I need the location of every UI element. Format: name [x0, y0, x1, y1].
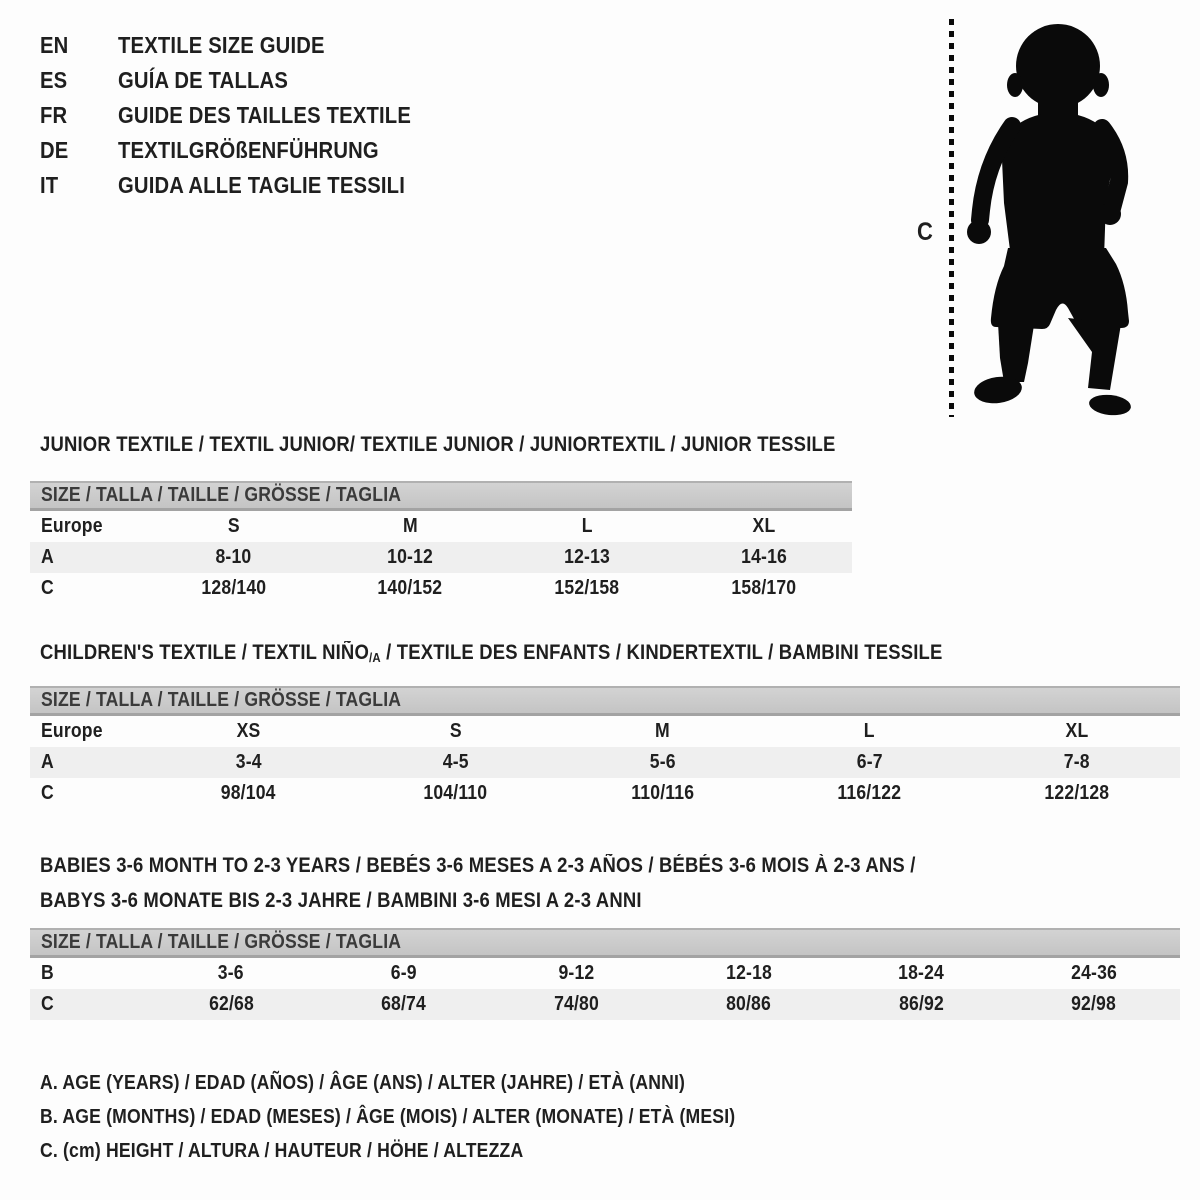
row-label-cell: [30, 993, 145, 1016]
size-cell: [973, 720, 1180, 743]
size-header-bar: [30, 686, 1180, 716]
children-section-title: [40, 641, 1066, 666]
size-cell: [1008, 993, 1181, 1016]
children-title-suffix: /A: [368, 650, 381, 665]
legend-text: C. (cm) HEIGHT / ALTURA / HAUTEUR / HÖHE / ALTEZZA: [40, 1139, 524, 1162]
size-cell: [499, 546, 676, 569]
size-header-bar: [30, 928, 1180, 958]
language-guide-title: GUIDE DES TAILLES TEXTILE: [118, 102, 412, 128]
size-cell-value: 104/110: [423, 782, 488, 804]
size-header-label: SIZE / TALLA / TAILLE / GRÖSSE / TAGLIA: [41, 689, 402, 711]
size-table-row: [30, 989, 1180, 1020]
size-cell: [766, 720, 973, 743]
language-row: [40, 28, 451, 63]
size-cell: [352, 720, 559, 743]
legend-text: A. AGE (YEARS) / EDAD (AÑOS) / ÂGE (ANS) / ALTER (JAHRE) / ETÀ (ANNI): [40, 1071, 686, 1094]
language-guide-title: TEXTILGRÖßENFÜHRUNG: [118, 137, 379, 163]
size-cell-value: 10-12: [387, 546, 434, 568]
size-cell: [499, 515, 676, 538]
size-cell: [145, 546, 322, 569]
height-measure-label: C: [917, 218, 934, 246]
language-code: IT: [40, 172, 59, 198]
children-title-main: CHILDREN'S TEXTILE / TEXTIL NIÑO: [40, 641, 369, 664]
size-cell-value: 80/86: [726, 993, 772, 1015]
legend-row: [40, 1100, 830, 1134]
language-row: [40, 168, 451, 203]
size-cell-value: XL: [1065, 720, 1088, 742]
size-cell-value: 6-7: [856, 751, 883, 773]
row-label: A: [41, 546, 54, 568]
babies-title-line2-wrap: [40, 883, 1035, 918]
size-cell-value: XS: [236, 720, 261, 742]
size-cell: [973, 751, 1180, 774]
size-cell: [318, 993, 491, 1016]
size-cell: [675, 515, 852, 538]
size-cell-value: 116/122: [837, 782, 902, 804]
size-cell: [145, 962, 318, 985]
size-cell: [675, 546, 852, 569]
size-table-row: [30, 958, 1180, 989]
toddler-silhouette-image: [958, 18, 1143, 418]
size-header-label: SIZE / TALLA / TAILLE / GRÖSSE / TAGLIA: [41, 484, 402, 506]
language-guide-title: GUIDA ALLE TAGLIE TESSILI: [118, 172, 406, 198]
size-cell-value: M: [402, 515, 418, 537]
row-label-cell: [30, 720, 145, 743]
size-cell-value: M: [655, 720, 670, 742]
size-cell-value: 152/158: [554, 577, 620, 599]
row-label: C: [41, 993, 54, 1015]
language-code: DE: [40, 137, 69, 163]
size-cell: [322, 546, 499, 569]
babies-section-title: [40, 848, 1035, 918]
junior-section-title: [40, 433, 944, 456]
size-cell-value: S: [227, 515, 240, 537]
size-cell: [766, 751, 973, 774]
size-cell: [835, 993, 1008, 1016]
language-title-list: [40, 28, 451, 203]
size-cell-value: 158/170: [731, 577, 797, 599]
size-cell-value: 24-36: [1070, 962, 1117, 984]
size-cell-value: 4-5: [442, 751, 469, 773]
size-table-row: [30, 778, 1180, 809]
size-cell-value: 68/74: [381, 993, 427, 1015]
size-cell-value: 12-18: [725, 962, 772, 984]
size-table-row: [30, 573, 852, 604]
legend-row: [40, 1134, 830, 1168]
row-label-cell: [30, 782, 145, 805]
language-code: ES: [40, 67, 68, 93]
size-cell: [973, 782, 1180, 805]
size-cell-value: 128/140: [200, 577, 266, 599]
size-cell: [490, 993, 663, 1016]
language-guide-title: TEXTILE SIZE GUIDE: [118, 32, 325, 58]
size-cell: [559, 720, 766, 743]
size-cell: [835, 962, 1008, 985]
size-cell-value: 8-10: [215, 546, 252, 568]
legend-text: B. AGE (MONTHS) / EDAD (MESES) / ÂGE (MOIS) / ALTER (MONATE) / ETÀ (MESI): [40, 1105, 736, 1128]
size-cell-value: 62/68: [208, 993, 254, 1015]
size-cell-value: S: [449, 720, 462, 742]
row-label: C: [41, 782, 54, 804]
row-label-cell: [30, 577, 145, 600]
size-cell: [352, 782, 559, 805]
size-cell-value: 9-12: [558, 962, 595, 984]
size-header-bar: [30, 481, 852, 511]
language-row: [40, 98, 451, 133]
size-cell-value: 14-16: [740, 546, 787, 568]
junior-section-title-text: JUNIOR TEXTILE / TEXTIL JUNIOR/ TEXTILE JUNIOR / JUNIORTEXTIL / JUNIOR TESSILE: [40, 433, 836, 456]
size-cell-value: 86/92: [898, 993, 944, 1015]
size-cell: [145, 577, 322, 600]
row-label-cell: [30, 515, 145, 538]
size-cell-value: L: [581, 515, 593, 537]
size-cell: [559, 751, 766, 774]
measurement-figure: [905, 15, 1185, 425]
size-table-row: [30, 716, 1180, 747]
size-cell-value: 5-6: [649, 751, 676, 773]
size-cell: [675, 577, 852, 600]
size-cell-value: 110/116: [631, 782, 694, 804]
size-cell-value: 18-24: [898, 962, 945, 984]
size-cell-value: 92/98: [1071, 993, 1117, 1015]
size-cell-value: 98/104: [221, 782, 276, 804]
size-table-row: [30, 747, 1180, 778]
row-label-cell: [30, 546, 145, 569]
children-section-title-text: [40, 641, 943, 666]
row-label: C: [41, 577, 54, 599]
language-row: [40, 133, 451, 168]
children-size-table: [30, 686, 1180, 809]
size-cell: [145, 782, 352, 805]
size-cell-value: 6-9: [390, 962, 417, 984]
size-cell: [318, 962, 491, 985]
size-cell-value: 7-8: [1063, 751, 1090, 773]
size-cell: [322, 577, 499, 600]
size-cell-value: 140/152: [377, 577, 443, 599]
babies-title-line1-wrap: [40, 848, 1035, 883]
size-cell: [145, 751, 352, 774]
size-cell: [490, 962, 663, 985]
size-cell: [663, 962, 836, 985]
size-cell: [559, 782, 766, 805]
size-table-row: [30, 511, 852, 542]
row-label: A: [41, 751, 54, 773]
legend-row: [40, 1066, 830, 1100]
size-cell-value: L: [864, 720, 875, 742]
size-cell-value: XL: [752, 515, 776, 537]
size-cell: [499, 577, 676, 600]
size-cell: [145, 515, 322, 538]
row-label-cell: [30, 751, 145, 774]
babies-title-line2: BABYS 3-6 MONATE BIS 2-3 JAHRE / BAMBINI 3-6 MESI A 2-3 ANNI: [40, 889, 642, 912]
babies-title-line1: BABIES 3-6 MONTH TO 2-3 YEARS / BEBÉS 3-6 MESES A 2-3 AÑOS / BÉBÉS 3-6 MOIS À 2-3 ANS /: [40, 854, 916, 877]
junior-size-table: [30, 481, 852, 604]
size-cell-value: 74/80: [553, 993, 599, 1015]
size-header-label: SIZE / TALLA / TAILLE / GRÖSSE / TAGLIA: [41, 931, 402, 953]
row-label: B: [41, 962, 54, 984]
size-cell-value: 12-13: [563, 546, 610, 568]
babies-size-table: [30, 928, 1180, 1020]
row-label: Europe: [41, 515, 103, 537]
language-row: [40, 63, 451, 98]
size-cell: [145, 993, 318, 1016]
size-cell-value: 122/128: [1044, 782, 1109, 804]
language-code: EN: [40, 32, 69, 58]
size-cell-value: 3-6: [218, 962, 245, 984]
language-guide-title: GUÍA DE TALLAS: [118, 67, 289, 93]
size-cell: [663, 993, 836, 1016]
row-label: Europe: [41, 720, 103, 742]
size-cell-value: 3-4: [235, 751, 262, 773]
height-measure-line: [949, 19, 954, 417]
legend: [40, 1066, 830, 1168]
size-cell: [766, 782, 973, 805]
children-title-rest: / TEXTILE DES ENFANTS / KINDERTEXTIL / BAMBINI TESSILE: [380, 641, 943, 664]
language-code: FR: [40, 102, 68, 128]
size-cell: [1008, 962, 1181, 985]
size-table-row: [30, 542, 852, 573]
size-cell: [145, 720, 352, 743]
size-cell: [322, 515, 499, 538]
size-cell: [352, 751, 559, 774]
row-label-cell: [30, 962, 145, 985]
